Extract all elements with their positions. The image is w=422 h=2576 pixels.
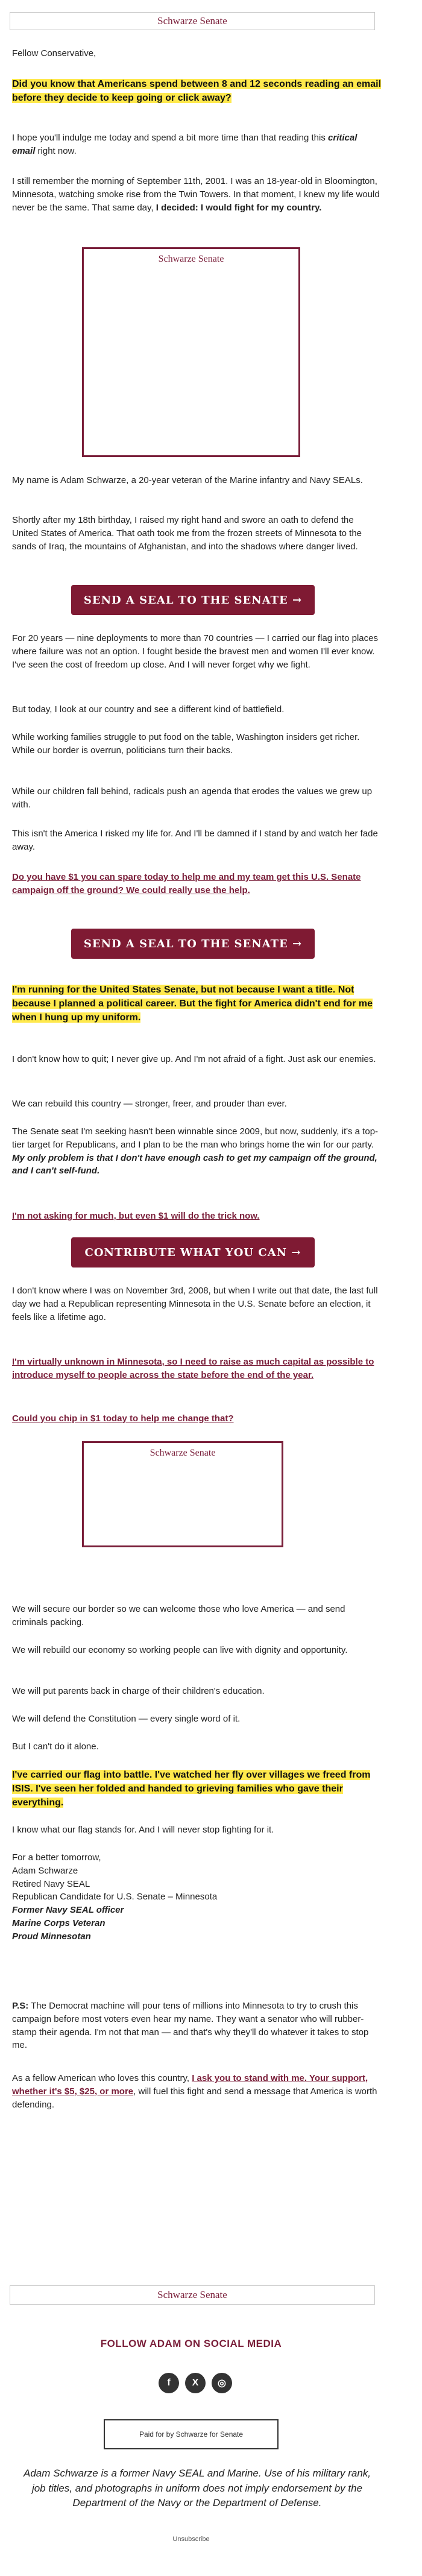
paragraph-children: While our children fall behind, radicals push an agenda that erodes the values we grew up with. bbox=[12, 786, 373, 810]
unknown-link[interactable]: I'm virtually unknown in Minnesota, so I need to raise as much capital as possible to introduce myself to people across the state before the end of the year. bbox=[12, 1357, 374, 1380]
paragraph-parents: We will put parents back in charge of their children's education. bbox=[12, 1686, 265, 1696]
header-banner-image bbox=[10, 12, 375, 30]
paragraph-quit: I don't know how to quit; I never give up. And I'm not afraid of a fight. Just ask our enemies. bbox=[12, 1054, 376, 1064]
candidate-photo-2: Schwarze Senate bbox=[82, 1441, 283, 1547]
greeting: Fellow Conservative, bbox=[12, 48, 96, 58]
sign-bold-2: Marine Corps Veteran bbox=[12, 1918, 106, 1928]
social-links bbox=[159, 2373, 232, 2393]
stand-with-me-link[interactable]: I ask you to stand with me. Your support, whether it's $5, $25, or more bbox=[12, 2073, 368, 2097]
paragraph-risked: This isn't the America I risked my life for. And I'll be damned if I stand by and watch her fade away. bbox=[12, 829, 378, 852]
paragraph-today: But today, I look at our country and see a different kind of battlefield. bbox=[12, 704, 285, 715]
asking-link[interactable]: I'm not asking for much, but even $1 will do the trick now. bbox=[12, 1211, 260, 1221]
disclaimer: Adam Schwarze is a former Navy SEAL and Marine. Use of his military rank, job titles, and photographs in uniform does not imply endorsement by the Department of the Navy or the Department of Defense. bbox=[23, 2467, 371, 2509]
unknown-link-paragraph bbox=[12, 1356, 382, 1382]
x-icon[interactable]: X bbox=[185, 2373, 206, 2393]
unsubscribe-link[interactable]: Unsubscribe bbox=[172, 2536, 210, 2543]
paragraph-know: I know what our flag stands for. And I will never stop fighting for it. bbox=[12, 1825, 274, 1835]
intro-highlight: Did you know that Americans spend between 8 and 12 seconds reading an email before they decide to keep going or click away? bbox=[12, 79, 382, 104]
chip-link-paragraph bbox=[12, 1412, 382, 1425]
chip-in-link[interactable]: Could you chip in $1 today to help me change that? bbox=[12, 1413, 234, 1424]
sign-line-2: Republican Candidate for U.S. Senate – Minnesota bbox=[12, 1892, 218, 1902]
send-seal-button-2[interactable]: SEND A SEAL TO THE SENATE → bbox=[71, 929, 315, 959]
send-seal-button-1[interactable]: SEND A SEAL TO THE SENATE → bbox=[71, 585, 315, 615]
paragraph-november: I don't know where I was on November 3rd, 2008, but when I write out that date, the last full day we had a Republican representing Minnesota in the U.S. Senate before an election, it feels like a lifetime ago. bbox=[12, 1286, 378, 1322]
paragraph-oath: Shortly after my 18th birthday, I raised my right hand and swore an oath to defend the United States of America. That oath took me from the frozen streets of Minnesota to the sands of Iraq, the mountains of Afghanistan, and into the shadows where danger lived. bbox=[12, 515, 362, 552]
paragraph-alone: But I can't do it alone. bbox=[12, 1741, 99, 1752]
paragraph-name: My name is Adam Schwarze, a 20-year veteran of the Marine infantry and Navy SEALs. bbox=[12, 475, 363, 485]
running-highlight: I'm running for the United States Senate, but not because I want a title. Not because I planned a political career. But the fight for America didn't end for me when I hung up my uniform. bbox=[12, 985, 373, 1023]
spare-dollar-link[interactable]: Do you have $1 you can spare today to help me and my team get this U.S. Senate campaign off the ground? We could really use the help. bbox=[12, 872, 361, 895]
follow-heading: FOLLOW ADAM ON SOCIAL MEDIA bbox=[100, 2338, 282, 2349]
sign-closing: For a better tomorrow, bbox=[12, 1852, 101, 1863]
sign-name: Adam Schwarze bbox=[12, 1865, 78, 1876]
sign-bold-3: Proud Minnesotan bbox=[12, 1931, 91, 1942]
facebook-icon[interactable]: f bbox=[159, 2373, 179, 2393]
paragraph-indulge: I hope you'll indulge me today and spend a bit more time than that reading this critical email right now. bbox=[12, 133, 357, 156]
postscript: P.S: The Democrat machine will pour tens of millions into Minnesota to try to crush this campaign before most voters even hear my name. They want a senator who will rubber-stamp their agenda. I'm not that man — and that's why they'll do whatever it takes to stop me. bbox=[12, 2001, 369, 2051]
paragraph-families: While working families struggle to put food on the table, Washington insiders get richer. While our border is overrun, politicians turn their backs. bbox=[12, 732, 360, 756]
sign-line-1: Retired Navy SEAL bbox=[12, 1878, 90, 1889]
asking-link-paragraph bbox=[12, 1210, 382, 1223]
paragraph-rebuild: We can rebuild this country — stronger, freer, and prouder than ever. bbox=[12, 1099, 287, 1109]
flag-highlight: I've carried our flag into battle. I've watched her fly over villages we freed from ISIS. I've seen her folded and handed to grieving families who gave their everything. bbox=[12, 1770, 371, 1808]
paragraph-911: I still remember the morning of September 11th, 2001. I was an 18-year-old in Bloomington, Minnesota, watching smoke rise from the Twin Towers. In that moment, I knew my life would never be the same. That same day, I decided: I would fight for my country. bbox=[12, 176, 380, 213]
sign-bold-1: Former Navy SEAL officer bbox=[12, 1905, 124, 1915]
paragraph-border: We will secure our border so we can welcome those who love America — and send criminals packing. bbox=[12, 1604, 345, 1627]
paragraph-senate-seat: The Senate seat I'm seeking hasn't been winnable since 2009, but now, suddenly, it's a top-tier target for Republicans, and I plan to be the man who brings home the win for our party. My only problem is that I don't have enough cash to get my campaign off the ground, and I can't self-fund. bbox=[12, 1126, 379, 1176]
footer-banner-image: Schwarze Senate bbox=[10, 2285, 375, 2305]
contribute-button[interactable]: CONTRIBUTE WHAT YOU CAN → bbox=[71, 1237, 315, 1267]
paragraph-last: As a fellow American who loves this country, I ask you to stand with me. Your support, whether it's $5, $25, or more, will fuel this fight and send a message that America is worth defending. bbox=[12, 2073, 377, 2110]
paragraph-economy: We will rebuild our economy so working people can live with dignity and opportunity. bbox=[12, 1645, 348, 1655]
banner-alt-text: Schwarze Senate bbox=[157, 15, 227, 27]
candidate-photo-1: Schwarze Senate bbox=[82, 247, 300, 457]
paragraph-20-years: For 20 years — nine deployments to more than 70 countries — I carried our flag into places where failure was not an option. I fought beside the bravest men and women I'll ever know. I've seen the cost of freedom up close. And I will never forget why we fight. bbox=[12, 633, 378, 670]
signature-block bbox=[12, 1851, 382, 1943]
spare-dollar-link-paragraph bbox=[12, 871, 382, 897]
paid-for-box: Paid for by Schwarze for Senate bbox=[104, 2419, 279, 2449]
paragraph-constitution: We will defend the Constitution — every single word of it. bbox=[12, 1714, 241, 1724]
instagram-icon[interactable]: ◎ bbox=[212, 2373, 232, 2393]
